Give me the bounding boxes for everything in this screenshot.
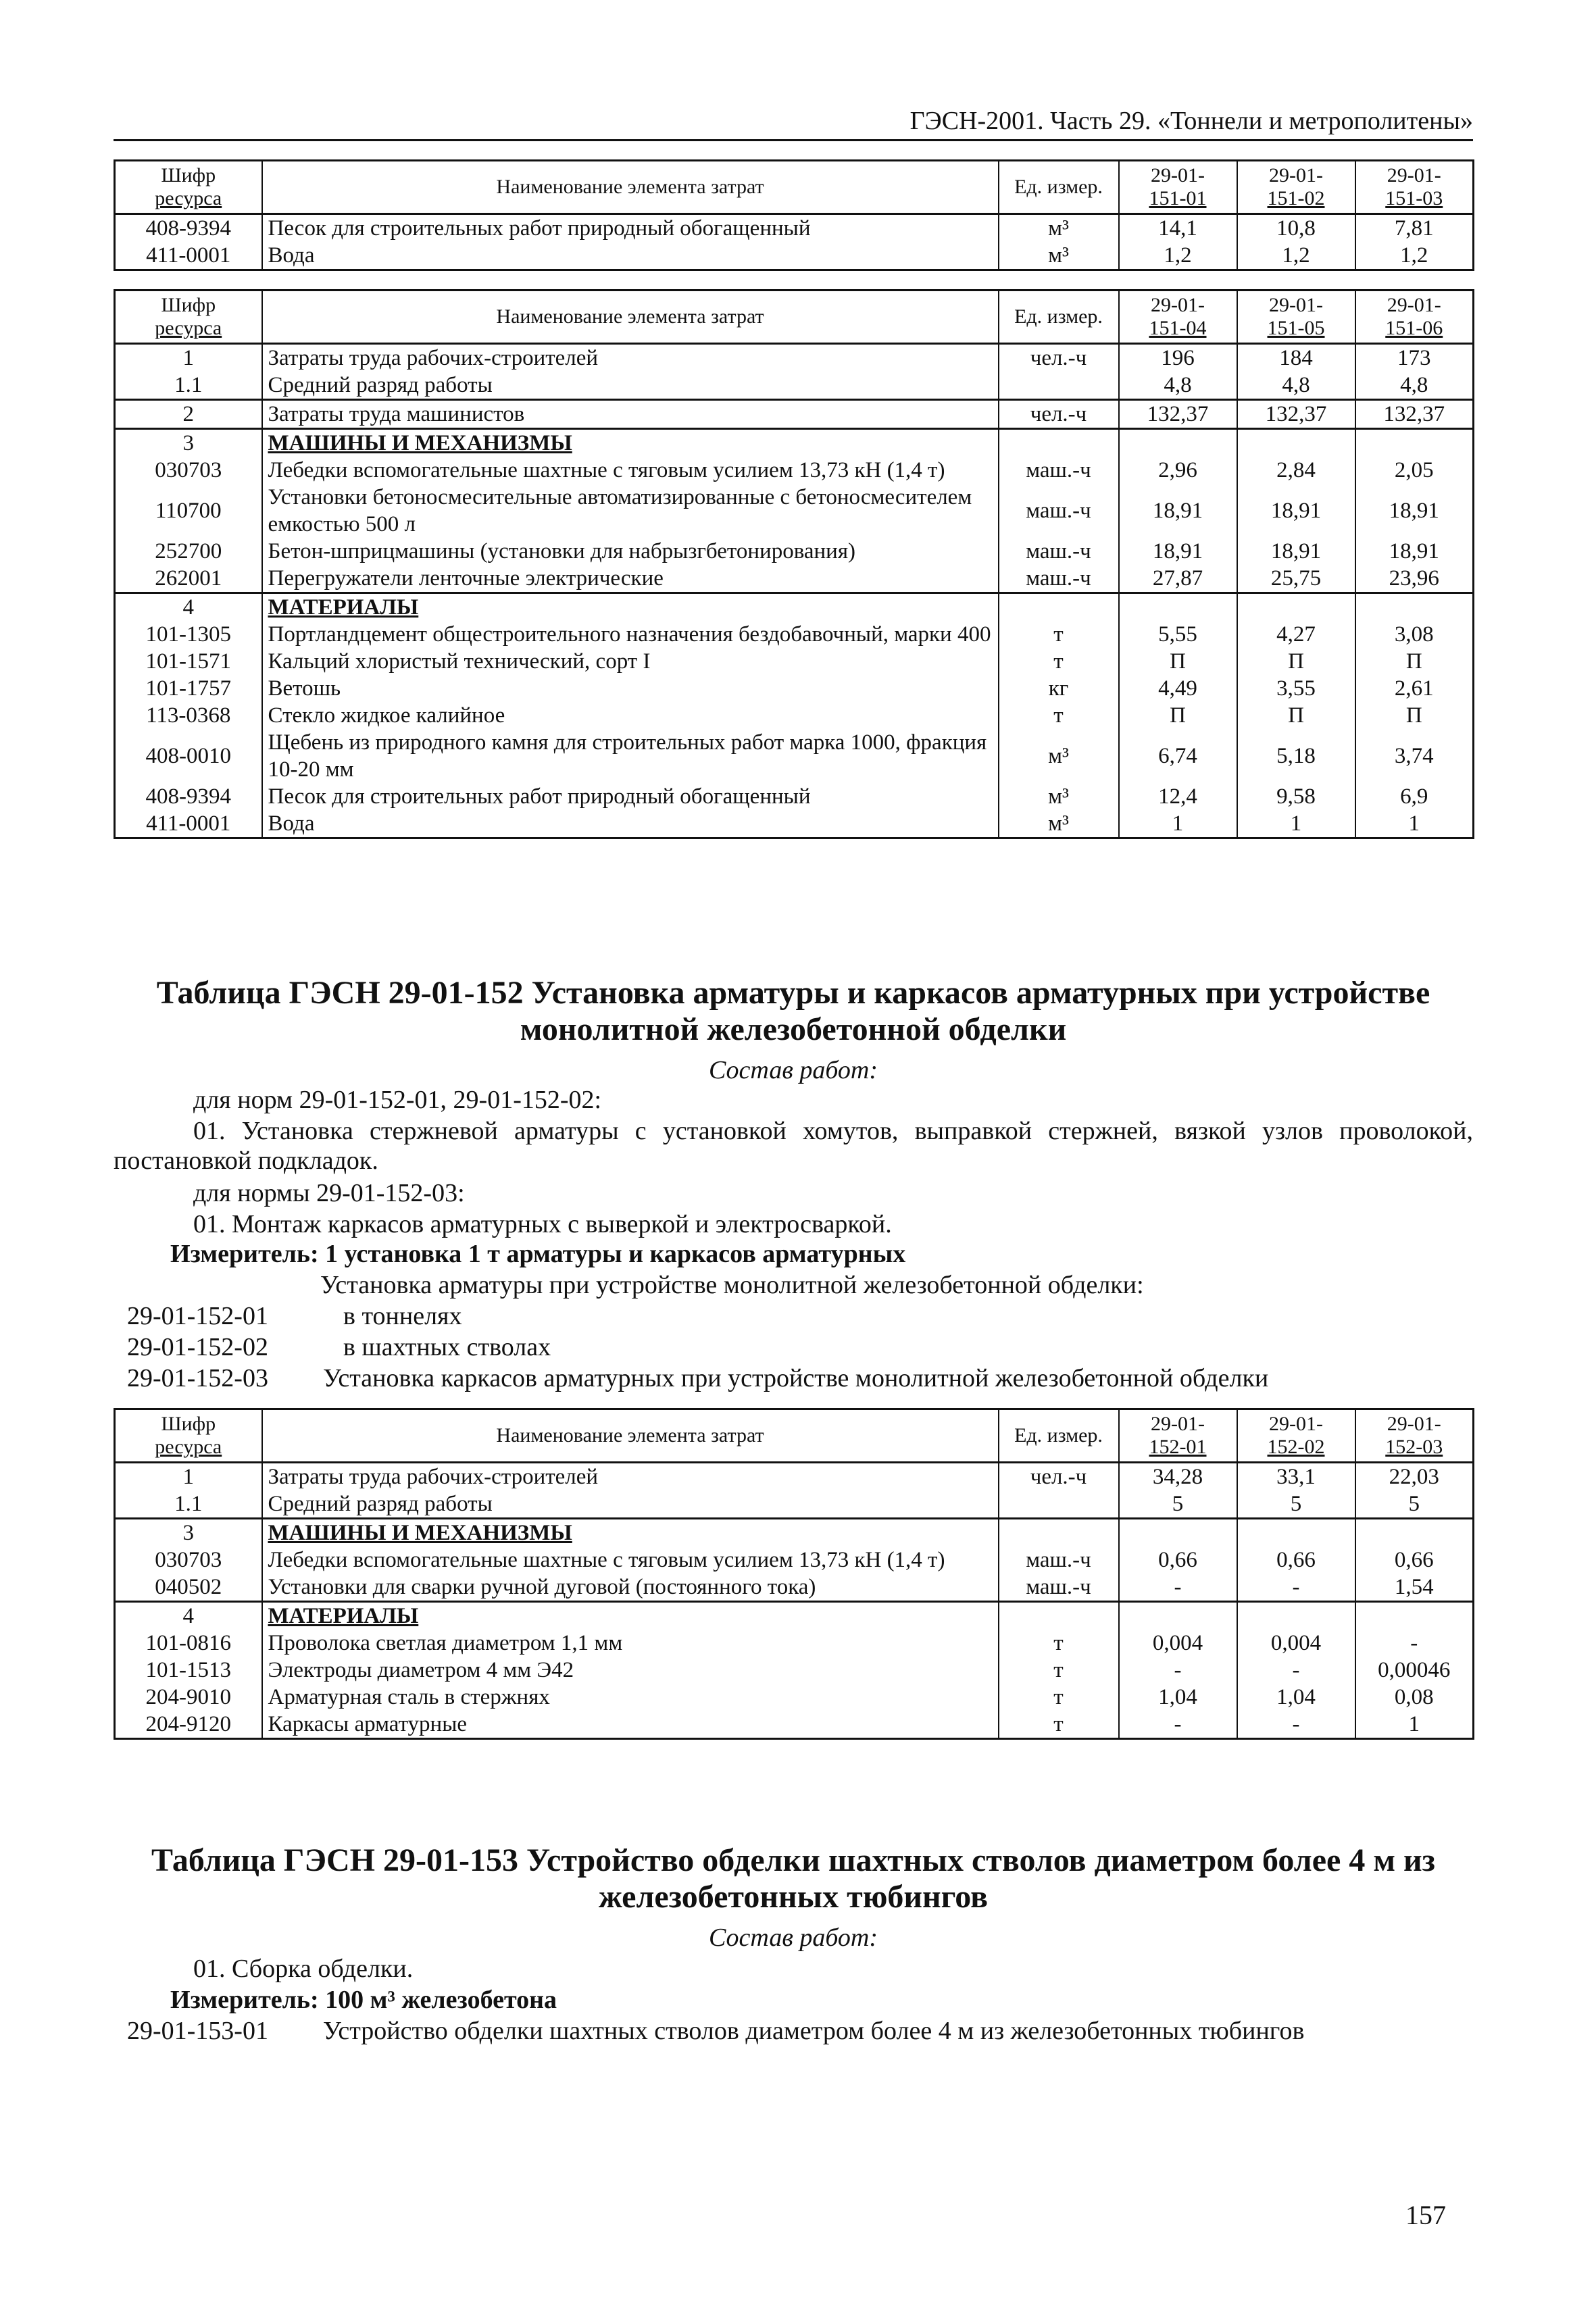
header-rule [114,139,1473,141]
header-norm-line1: 29-01- [1151,294,1205,316]
element-name: Лебедки вспомогательные шахтные с тяговым усилием 13,73 кН (1,4 т) [262,1546,999,1574]
value-cell: 4,49 [1119,675,1237,702]
table-153-title-line1: Таблица ГЭСН 29-01-153 Устройство обделки шахтных стволов диаметром более 4 м из [151,1842,1435,1878]
resource-code: 101-1571 [115,648,262,675]
table-row [115,400,1474,429]
value-cell: 2,61 [1355,675,1474,702]
unit-cell: маш.-ч [999,565,1119,593]
unit-cell: чел.-ч [999,400,1119,429]
value-cell: 1,04 [1119,1684,1237,1711]
unit-cell [999,593,1119,622]
norm-text: Установка каркасов арматурных при устройстве монолитной железобетонной обделки [323,1364,1269,1392]
value-cell: 6,9 [1355,783,1474,810]
resource-table-151-01-03 [114,159,1474,271]
value-cell: 12,4 [1119,783,1237,810]
unit-cell: м³ [999,242,1119,270]
value-cell: 23,96 [1355,565,1474,593]
resource-code: 3 [115,429,262,457]
table-row [115,1546,1474,1574]
value-cell: 25,75 [1237,565,1355,593]
value-cell: П [1119,702,1237,729]
resource-code: 3 [115,1519,262,1547]
unit-cell [999,1519,1119,1547]
for-norms-2: для нормы 29-01-152-03: [193,1179,465,1207]
value-cell: 1,2 [1355,242,1474,270]
header-norm-line2: 151-02 [1267,187,1325,209]
element-name: МАШИНЫ И МЕХАНИЗМЫ [262,1519,999,1547]
unit-cell: м³ [999,810,1119,838]
unit-cell: кг [999,675,1119,702]
value-cell: - [1355,1630,1474,1657]
value-cell: 6,74 [1119,729,1237,783]
value-cell: 5 [1119,1490,1237,1519]
element-name: Песок для строительных работ природный обогащенный [262,783,999,810]
value-cell: - [1237,1711,1355,1739]
table-152-title-line2: монолитной железобетонной обделки [520,1011,1067,1047]
header-norm-line2: 151-05 [1267,317,1325,339]
unit-cell [999,429,1119,457]
resource-code: 204-9120 [115,1711,262,1739]
resource-code: 1 [115,1463,262,1491]
table-row [115,810,1474,838]
value-cell: 18,91 [1355,484,1474,538]
unit-cell: т [999,702,1119,729]
work-composition-heading: Состав работ: [708,1923,878,1952]
value-cell: 0,08 [1355,1684,1474,1711]
element-name: Лебедки вспомогательные шахтные с тяговым усилием 13,73 кН (1,4 т) [262,457,999,484]
value-cell: 5 [1237,1490,1355,1519]
element-name: МАШИНЫ И МЕХАНИЗМЫ [262,429,999,457]
table-row [115,242,1474,270]
table-row [115,1711,1474,1739]
value-cell [1119,429,1237,457]
value-cell: 1,04 [1237,1684,1355,1711]
header-norm-line2: 152-01 [1149,1436,1207,1458]
element-name: Средний разряд работы [262,372,999,400]
element-name: Ветошь [262,675,999,702]
value-cell: 1,2 [1119,242,1237,270]
value-cell: 4,8 [1355,372,1474,400]
header-norm-line1: 29-01- [1269,164,1323,186]
resource-code: 252700 [115,538,262,565]
table-153-title-line2: железобетонных тюбингов [598,1879,989,1915]
table-row [115,1630,1474,1657]
value-cell: - [1237,1574,1355,1602]
value-cell: 173 [1355,344,1474,372]
work-item-1: 01. Сборка обделки. [193,1955,414,1983]
table-row [115,675,1474,702]
element-name: МАТЕРИАЛЫ [262,1602,999,1630]
norm-group-title: Установка арматуры при устройстве монолитной железобетонной обделки: [320,1271,1144,1299]
value-cell [1355,1602,1474,1630]
value-cell: - [1119,1574,1237,1602]
resource-code: 1.1 [115,372,262,400]
table-row [115,621,1474,648]
table-row [115,1602,1474,1630]
header-norm-code [1119,161,1237,214]
value-cell: П [1237,648,1355,675]
unit-cell: м³ [999,729,1119,783]
element-name: Бетон-шприцмашины (установки для набрызгбетонирования) [262,538,999,565]
element-name: Затраты труда рабочих-строителей [262,1463,999,1491]
unit-cell: маш.-ч [999,1546,1119,1574]
element-name: Электроды диаметром 4 мм Э42 [262,1657,999,1684]
value-cell [1119,1602,1237,1630]
value-cell: 3,55 [1237,675,1355,702]
header-resource-code [115,1409,262,1463]
unit-cell: т [999,621,1119,648]
header-code-line1: Шифр [161,164,216,186]
work-item-2: 01. Монтаж каркасов арматурных с выверкой и электросваркой. [193,1210,892,1238]
value-cell: 0,004 [1237,1630,1355,1657]
table-row [115,372,1474,400]
element-name: Установки для сварки ручной дуговой (постоянного тока) [262,1574,999,1602]
header-norm-code [1355,291,1474,344]
value-cell [1237,1602,1355,1630]
resource-code: 1 [115,344,262,372]
resource-code: 1.1 [115,1490,262,1519]
element-name: Установки бетоносмесительные автоматизированные с бетоносмесителем емкостью 500 л [262,484,999,538]
value-cell [1237,429,1355,457]
value-cell: 9,58 [1237,783,1355,810]
table-152-title-line1: Таблица ГЭСН 29-01-152 Установка арматуры и каркасов арматурных при устройстве [156,975,1430,1011]
unit-cell: чел.-ч [999,1463,1119,1491]
header-norm-code [1237,161,1355,214]
header-unit: Ед. измер. [999,291,1119,344]
header-norm-line2: 152-02 [1267,1436,1325,1458]
table-row [115,1657,1474,1684]
norm-code: 29-01-152-01 [127,1302,268,1330]
value-cell: 27,87 [1119,565,1237,593]
value-cell: 0,66 [1237,1546,1355,1574]
header-element-name: Наименование элемента затрат [262,161,999,214]
element-name: Портландцемент общестроительного назначения бездобавочный, марки 400 [262,621,999,648]
work-item-1: 01. Установка стержневой арматуры с установкой хомутов, выправкой стержней, вязкой узлов проволокой, постановкой подкладок. [114,1117,1473,1175]
table-row [115,1490,1474,1519]
resource-code: 110700 [115,484,262,538]
element-name: Вода [262,242,999,270]
resource-code: 030703 [115,457,262,484]
header-norm-line2: 151-03 [1385,187,1443,209]
element-name: Затраты труда рабочих-строителей [262,344,999,372]
value-cell: 1 [1355,1711,1474,1739]
table-row [115,1463,1474,1491]
resource-code: 4 [115,593,262,622]
norm-code: 29-01-153-01 [127,2017,268,2045]
table-row [115,214,1474,243]
element-name: Кальций хлористый технический, сорт I [262,648,999,675]
unit-cell: т [999,1630,1119,1657]
header-resource-code [115,161,262,214]
header-code-line2: ресурса [155,317,222,339]
value-cell: 5 [1355,1490,1474,1519]
value-cell: 2,05 [1355,457,1474,484]
table-row [115,429,1474,457]
value-cell [1119,593,1237,622]
value-cell: П [1355,702,1474,729]
resource-code: 101-1757 [115,675,262,702]
header-norm-line1: 29-01- [1269,294,1323,316]
value-cell: 34,28 [1119,1463,1237,1491]
norm-text: в шахтных стволах [343,1333,551,1361]
value-cell: 33,1 [1237,1463,1355,1491]
value-cell: П [1237,702,1355,729]
norm-text: Устройство обделки шахтных стволов диаметром более 4 м из железобетонных тюбингов [323,2017,1305,2045]
header-norm-line2: 151-04 [1149,317,1207,339]
table-row [115,344,1474,372]
resource-code: 030703 [115,1546,262,1574]
value-cell: 10,8 [1237,214,1355,243]
header-norm-line1: 29-01- [1387,1413,1441,1435]
element-name: Песок для строительных работ природный обогащенный [262,214,999,243]
value-cell: 1 [1355,810,1474,838]
unit-cell: т [999,1657,1119,1684]
element-name: Перегружатели ленточные электрические [262,565,999,593]
header-norm-line2: 151-01 [1149,187,1207,209]
page-number: 157 [1405,2200,1446,2230]
value-cell: П [1119,648,1237,675]
value-cell: 5,55 [1119,621,1237,648]
resource-code: 040502 [115,1574,262,1602]
value-cell [1355,429,1474,457]
value-cell [1119,1519,1237,1547]
value-cell [1355,593,1474,622]
header-norm-code [1237,1409,1355,1463]
element-name: Средний разряд работы [262,1490,999,1519]
table-row [115,729,1474,783]
header-resource-code [115,291,262,344]
value-cell: 4,8 [1237,372,1355,400]
value-cell: 14,1 [1119,214,1237,243]
value-cell: 18,91 [1119,538,1237,565]
header-norm-line2: 152-03 [1385,1436,1443,1458]
unit-cell: маш.-ч [999,538,1119,565]
header-code-line2: ресурса [155,1436,222,1458]
unit-cell [999,1602,1119,1630]
value-cell [1237,593,1355,622]
value-cell: П [1355,648,1474,675]
value-cell: 7,81 [1355,214,1474,243]
unit-cell: м³ [999,783,1119,810]
header-row [115,161,1474,214]
work-composition-heading: Состав работ: [708,1056,878,1084]
for-norms-1: для норм 29-01-152-01, 29-01-152-02: [193,1086,602,1114]
header-code-line1: Шифр [161,294,216,316]
unit-cell: маш.-ч [999,457,1119,484]
unit-cell: чел.-ч [999,344,1119,372]
header-row [115,1409,1474,1463]
header-norm-code [1237,291,1355,344]
value-cell: - [1119,1711,1237,1739]
unit-cell: т [999,1684,1119,1711]
resource-code: 408-9394 [115,214,262,243]
value-cell: 0,00046 [1355,1657,1474,1684]
running-header: ГЭСН-2001. Часть 29. «Тоннели и метрополитены» [909,107,1473,135]
element-name: Щебень из природного камня для строительных работ марка 1000, фракция 10-20 мм [262,729,999,783]
table-row [115,593,1474,622]
value-cell: 22,03 [1355,1463,1474,1491]
header-norm-line1: 29-01- [1269,1413,1323,1435]
value-cell: 132,37 [1119,400,1237,429]
resource-code: 101-1305 [115,621,262,648]
value-cell: 18,91 [1119,484,1237,538]
header-unit: Ед. измер. [999,161,1119,214]
value-cell: 184 [1237,344,1355,372]
unit-cell [999,372,1119,400]
header-norm-line2: 151-06 [1385,317,1443,339]
value-cell: 18,91 [1237,484,1355,538]
table-row [115,538,1474,565]
value-cell: 132,37 [1355,400,1474,429]
table-row [115,1519,1474,1547]
value-cell: 3,74 [1355,729,1474,783]
resource-code: 4 [115,1602,262,1630]
table-row [115,702,1474,729]
header-element-name: Наименование элемента затрат [262,1409,999,1463]
value-cell: 0,66 [1355,1546,1474,1574]
header-norm-line1: 29-01- [1151,164,1205,186]
value-cell: - [1237,1657,1355,1684]
table-row [115,457,1474,484]
value-cell: 1 [1237,810,1355,838]
header-norm-line1: 29-01- [1151,1413,1205,1435]
value-cell: 3,08 [1355,621,1474,648]
value-cell: 2,96 [1119,457,1237,484]
meter-152: Измеритель: 1 установка 1 т арматуры и каркасов арматурных [170,1240,906,1268]
resource-table-152 [114,1408,1474,1740]
resource-code: 408-0010 [115,729,262,783]
value-cell: 1,2 [1237,242,1355,270]
unit-cell: т [999,1711,1119,1739]
value-cell: 1,54 [1355,1574,1474,1602]
element-name: Вода [262,810,999,838]
value-cell: 0,66 [1119,1546,1237,1574]
resource-code: 411-0001 [115,810,262,838]
header-unit: Ед. измер. [999,1409,1119,1463]
resource-code: 101-0816 [115,1630,262,1657]
unit-cell: м³ [999,214,1119,243]
element-name: Затраты труда машинистов [262,400,999,429]
table-row [115,648,1474,675]
norm-code: 29-01-152-03 [127,1364,268,1392]
table-row [115,1684,1474,1711]
element-name: Арматурная сталь в стержнях [262,1684,999,1711]
table-row [115,565,1474,593]
table-row [115,783,1474,810]
value-cell: 132,37 [1237,400,1355,429]
value-cell: - [1119,1657,1237,1684]
element-name: Проволока светлая диаметром 1,1 мм [262,1630,999,1657]
norm-text: в тоннелях [343,1302,462,1330]
element-name: МАТЕРИАЛЫ [262,593,999,622]
resource-table-151-04-06 [114,289,1474,839]
value-cell [1237,1519,1355,1547]
value-cell: 5,18 [1237,729,1355,783]
value-cell: 4,27 [1237,621,1355,648]
norm-code: 29-01-152-02 [127,1333,268,1361]
table-row [115,484,1474,538]
resource-code: 113-0368 [115,702,262,729]
value-cell: 196 [1119,344,1237,372]
resource-code: 101-1513 [115,1657,262,1684]
resource-code: 408-9394 [115,783,262,810]
value-cell: 1 [1119,810,1237,838]
value-cell: 18,91 [1237,538,1355,565]
meter-153: Измеритель: 100 м³ железобетона [170,1986,557,2014]
table-row [115,1574,1474,1602]
header-row [115,291,1474,344]
unit-cell: т [999,648,1119,675]
header-element-name: Наименование элемента затрат [262,291,999,344]
value-cell: 0,004 [1119,1630,1237,1657]
element-name: Стекло жидкое калийное [262,702,999,729]
header-code-line1: Шифр [161,1413,216,1435]
resource-code: 411-0001 [115,242,262,270]
header-norm-code [1119,291,1237,344]
unit-cell: маш.-ч [999,1574,1119,1602]
value-cell: 18,91 [1355,538,1474,565]
header-norm-line1: 29-01- [1387,164,1441,186]
unit-cell [999,1490,1119,1519]
header-norm-line1: 29-01- [1387,294,1441,316]
value-cell: 2,84 [1237,457,1355,484]
header-norm-code [1355,161,1474,214]
resource-code: 262001 [115,565,262,593]
resource-code: 204-9010 [115,1684,262,1711]
resource-code: 2 [115,400,262,429]
unit-cell: маш.-ч [999,484,1119,538]
value-cell: 4,8 [1119,372,1237,400]
value-cell [1355,1519,1474,1547]
header-code-line2: ресурса [155,187,222,209]
header-norm-code [1119,1409,1237,1463]
element-name: Каркасы арматурные [262,1711,999,1739]
header-norm-code [1355,1409,1474,1463]
